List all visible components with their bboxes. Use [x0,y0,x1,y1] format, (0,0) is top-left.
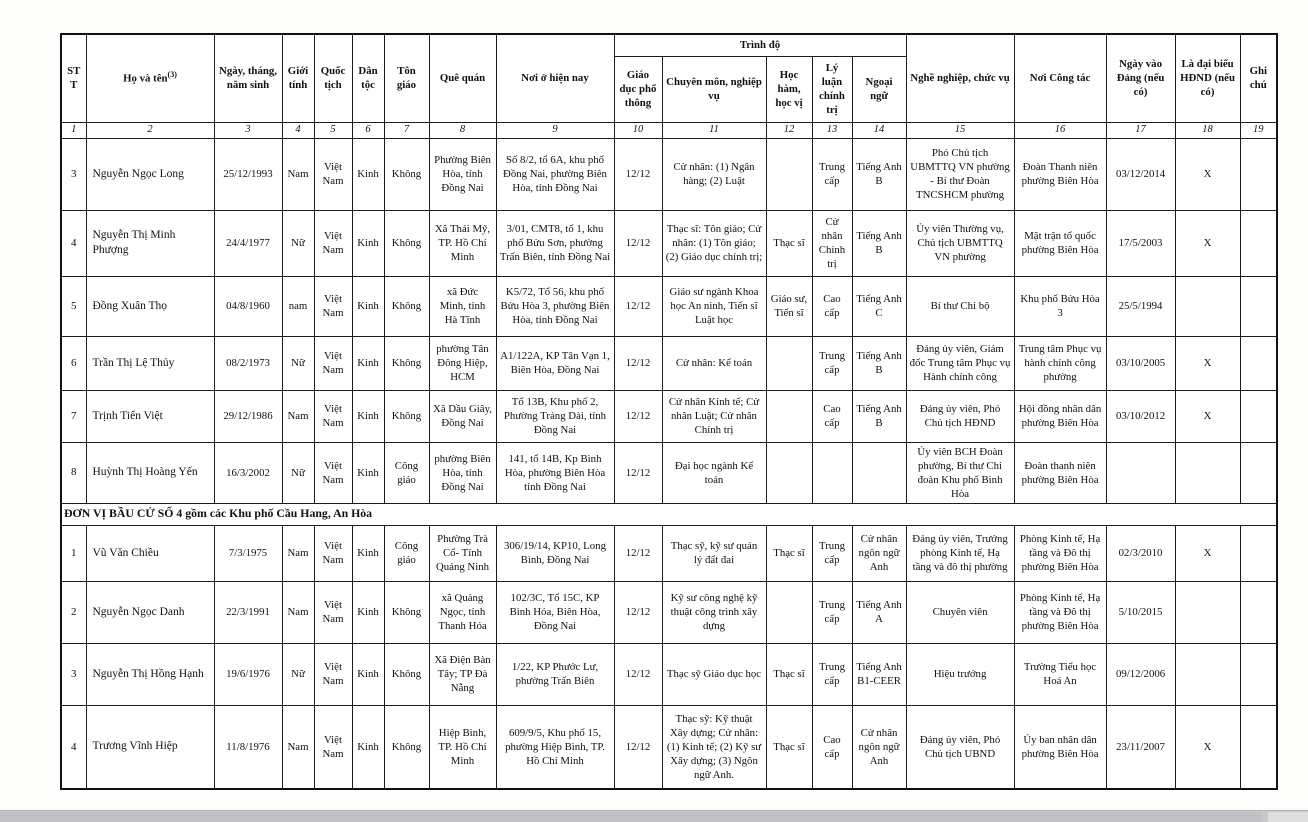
table-cell: Giáo sư ngành Khoa học An ninh, Tiến sĩ Luật học [662,276,766,336]
table-cell: Bí thư Chi bộ [906,276,1014,336]
table-cell: 09/12/2006 [1106,643,1175,705]
table-cell: Nữ [282,643,314,705]
table-cell: Số 8/2, tổ 6A, khu phố Đồng Nai, phường Biên Hòa, tỉnh Đồng Nai [496,138,614,210]
table-cell: Thạc sĩ [766,643,812,705]
table-cell: 3 [61,643,86,705]
table-cell [1175,581,1240,643]
table-row [61,705,1277,789]
table-cell: Việt Nam [314,525,352,581]
table-cell: 12/12 [614,643,662,705]
table-cell: Đảng ủy viên, Phó Chủ tịch HĐND [906,390,1014,442]
table-cell [1240,581,1277,643]
table-cell [766,336,812,390]
table-cell: 22/3/1991 [214,581,282,643]
col-header-stt: STT [61,34,86,122]
col-header-nationality: Quốc tịch [314,34,352,122]
table-cell: Thạc sỹ, kỹ sư quản lý đất đai [662,525,766,581]
table-cell: Kinh [352,442,384,503]
column-number: 13 [812,122,852,138]
column-number: 15 [906,122,1014,138]
table-cell: Đảng ủy viên, Phó Chủ tịch UBND [906,705,1014,789]
table-row [61,336,1277,390]
horizontal-scrollbar[interactable] [0,810,1308,822]
table-cell: Không [384,336,429,390]
table-cell: Cao cấp [812,276,852,336]
column-number: 12 [766,122,812,138]
table-cell: Phó Chủ tịch UBMTTQ VN phường - Bí thư Đoàn TNCSHCM phường [906,138,1014,210]
table-cell: Trung cấp [812,336,852,390]
table-cell: Thạc sỹ Giáo dục học [662,643,766,705]
table-cell [1240,525,1277,581]
column-number: 19 [1240,122,1277,138]
table-cell: Việt Nam [314,643,352,705]
table-cell: Không [384,138,429,210]
candidate-name-cell: Trương Vĩnh Hiệp [86,705,214,789]
table-cell: 12/12 [614,390,662,442]
table-cell: 7/3/1975 [214,525,282,581]
table-cell [852,442,906,503]
col-header-residence: Nơi ở hiện nay [496,34,614,122]
table-cell: 102/3C, Tổ 15C, KP Bình Hóa, Biên Hòa, Đồng Nai [496,581,614,643]
table-cell: Cử nhân Kinh tế; Cử nhân Luật; Cử nhân Chính trị [662,390,766,442]
col-header-notes: Ghi chú [1240,34,1277,122]
table-cell: Việt Nam [314,581,352,643]
table-cell: Cử nhân: (1) Ngân hàng; (2) Luật [662,138,766,210]
table-cell: Kinh [352,210,384,276]
table-cell: Không [384,705,429,789]
table-cell: Công giáo [384,525,429,581]
table-cell: A1/122A, KP Tân Vạn 1, Biên Hòa, Đồng Nai [496,336,614,390]
table-row [61,390,1277,442]
table-row [61,138,1277,210]
table-cell: 29/12/1986 [214,390,282,442]
col-header-ethnicity: Dân tộc [352,34,384,122]
column-numbers-row [61,122,1277,138]
section-header: ĐƠN VỊ BẦU CỬ SỐ 4 gồm các Khu phố Cầu Hang, An Hòa [61,503,1277,525]
table-cell: Cử nhân: Kế toán [662,336,766,390]
table-cell [1240,336,1277,390]
table-cell: Xã Dầu Giây, Đồng Nai [429,390,496,442]
table-cell [1240,390,1277,442]
column-number: 2 [86,122,214,138]
table-cell: Hiệu trưởng [906,643,1014,705]
table-cell: Việt Nam [314,210,352,276]
table-cell: Công giáo [384,442,429,503]
table-cell: Tiếng Anh B [852,138,906,210]
table-cell: 4 [61,705,86,789]
table-cell: Cử nhân Chính trị [812,210,852,276]
table-cell: Mặt trận tổ quốc phường Biên Hòa [1014,210,1106,276]
candidate-name-cell: Nguyễn Ngọc Danh [86,581,214,643]
table-cell: Trung cấp [812,525,852,581]
column-number: 9 [496,122,614,138]
table-cell: 04/8/1960 [214,276,282,336]
table-cell: 08/2/1973 [214,336,282,390]
table-cell: 12/12 [614,138,662,210]
table-cell: Trung cấp [812,643,852,705]
table-cell: Trường Tiểu học Hoá An [1014,643,1106,705]
candidate-name-cell: Vũ Văn Chiều [86,525,214,581]
table-cell: X [1175,525,1240,581]
table-cell: Tiếng Anh C [852,276,906,336]
col-header-professional: Chuyên môn, nghiệp vụ [662,56,766,122]
table-cell: Cao cấp [812,705,852,789]
table-cell: 23/11/2007 [1106,705,1175,789]
table-cell: Tổ 13B, Khu phố 2, Phường Trảng Dài, tỉnh Đồng Nai [496,390,614,442]
table-cell: Thạc sĩ: Tôn giáo; Cử nhân: (1) Tôn giáo; (2) Giáo dục chính trị; [662,210,766,276]
table-cell: 03/10/2012 [1106,390,1175,442]
table-cell: Không [384,581,429,643]
table-row [61,210,1277,276]
table-cell: Thạc sĩ [766,210,812,276]
table-cell: 4 [61,210,86,276]
table-cell: 02/3/2010 [1106,525,1175,581]
table-cell [1175,442,1240,503]
table-cell: Nữ [282,210,314,276]
column-number: 3 [214,122,282,138]
column-number: 7 [384,122,429,138]
table-cell [1240,442,1277,503]
table-cell: Kinh [352,336,384,390]
table-cell: Nam [282,705,314,789]
table-cell: Trung cấp [812,138,852,210]
table-cell [766,390,812,442]
table-row [61,581,1277,643]
table-row [61,525,1277,581]
table-cell: Phòng Kinh tế, Hạ tầng và Đô thị phường Biên Hòa [1014,525,1106,581]
table-cell: Kinh [352,705,384,789]
table-cell: Đoàn Thanh niên phường Biên Hòa [1014,138,1106,210]
table-cell: Kinh [352,390,384,442]
table-cell: Chuyên viên [906,581,1014,643]
table-row [61,643,1277,705]
table-header [61,34,1277,138]
table-cell [766,581,812,643]
col-header-party-date: Ngày vào Đảng (nếu có) [1106,34,1175,122]
table-cell: Kinh [352,581,384,643]
candidate-name-cell: Trần Thị Lệ Thủy [86,336,214,390]
col-header-name: Họ và tên$^{(3)}$ [86,34,214,122]
column-number: 1 [61,122,86,138]
table-cell: Kinh [352,138,384,210]
table-cell: Hội đồng nhân dân phường Biên Hòa [1014,390,1106,442]
table-cell: Kỹ sư công nghệ kỹ thuật công trình xây dựng [662,581,766,643]
table-cell: Ủy ban nhân dân phường Biên Hòa [1014,705,1106,789]
table-cell: Nữ [282,336,314,390]
table-cell: 8 [61,442,86,503]
table-cell: Không [384,210,429,276]
table-row [61,276,1277,336]
table-cell: Giáo sư, Tiến sĩ [766,276,812,336]
table-cell: 16/3/2002 [214,442,282,503]
column-number: 6 [352,122,384,138]
table-cell: Thạc sỹ: Kỹ thuật Xây dựng; Cử nhân: (1) Kinh tế; (2) Kỹ sư Xây dựng; (3) Ngôn ngữ Anh. [662,705,766,789]
table-cell: Cử nhân ngôn ngữ Anh [852,705,906,789]
column-number: 18 [1175,122,1240,138]
table-cell: 25/12/1993 [214,138,282,210]
table-cell: Trung tâm Phục vụ hành chính công phường [1014,336,1106,390]
table-cell: 306/19/14, KP10, Long Bình, Đồng Nai [496,525,614,581]
table-cell [812,442,852,503]
table-cell: Việt Nam [314,390,352,442]
table-cell: Không [384,276,429,336]
table-cell: phường Biên Hòa, tỉnh Đồng Nai [429,442,496,503]
table-cell [766,442,812,503]
table-cell: X [1175,138,1240,210]
table-cell: 5/10/2015 [1106,581,1175,643]
col-group-education: Trình độ [614,34,906,56]
candidate-name-cell: Nguyễn Thị Minh Phượng [86,210,214,276]
table-cell: 609/9/5, Khu phố 15, phường Hiệp Bình, TP. Hồ Chí Minh [496,705,614,789]
col-header-political-theory: Lý luận chính trị [812,56,852,122]
candidate-name-cell: Nguyễn Thị Hồng Hạnh [86,643,214,705]
table-cell: Cao cấp [812,390,852,442]
table-cell: Kinh [352,525,384,581]
table-cell: 3 [61,138,86,210]
col-header-general-education: Giáo dục phổ thông [614,56,662,122]
table-cell [1240,276,1277,336]
table-cell: Cử nhân ngôn ngữ Anh [852,525,906,581]
table-cell: Khu phố Bửu Hòa 3 [1014,276,1106,336]
table-cell: 12/12 [614,525,662,581]
table-cell: Việt Nam [314,442,352,503]
table-cell: Việt Nam [314,336,352,390]
table-cell [1106,442,1175,503]
table-cell: Không [384,390,429,442]
table-cell: Tiếng Anh A [852,581,906,643]
table-cell: Đảng ủy viên, Trưởng phòng Kinh tế, Hạ tầng và đô thị phường [906,525,1014,581]
section-header-row [61,503,1277,525]
table-cell: 12/12 [614,276,662,336]
table-cell: Thạc sĩ [766,525,812,581]
table-cell: Tiếng Anh B [852,390,906,442]
table-cell: 12/12 [614,581,662,643]
column-number: 8 [429,122,496,138]
column-number: 11 [662,122,766,138]
table-cell: Kinh [352,276,384,336]
table-cell: Kinh [352,643,384,705]
table-cell: 1/22, KP Phước Lư, phường Trấn Biên [496,643,614,705]
table-cell: Việt Nam [314,276,352,336]
table-cell: Không [384,643,429,705]
table-cell: 141, tổ 14B, Kp Bình Hòa, phường Biên Hòa tỉnh Đồng Nai [496,442,614,503]
table-cell: Nữ [282,442,314,503]
table-cell: Tiếng Anh B [852,336,906,390]
col-header-hometown: Quê quán [429,34,496,122]
candidate-roster-table [60,33,1278,790]
table-cell [1240,643,1277,705]
candidate-name-cell: Nguyễn Ngọc Long [86,138,214,210]
column-number: 14 [852,122,906,138]
table-cell: X [1175,336,1240,390]
table-row [61,442,1277,503]
scrollbar-thumb[interactable] [0,812,1262,822]
table-cell: Hiệp Bình, TP. Hồ Chí Minh [429,705,496,789]
table-cell: Nam [282,581,314,643]
table-cell [1240,138,1277,210]
table-cell: 12/12 [614,442,662,503]
table-cell: 03/10/2005 [1106,336,1175,390]
table-cell [1240,210,1277,276]
table-cell: Việt Nam [314,138,352,210]
candidate-name-cell: Đồng Xuân Thọ [86,276,214,336]
table-cell: Tiếng Anh B1-CEER [852,643,906,705]
table-cell: Nam [282,525,314,581]
col-header-delegate: Là đại biểu HĐND (nếu có) [1175,34,1240,122]
table-cell: Phường Trà Cổ- Tỉnh Quảng Ninh [429,525,496,581]
table-cell: 7 [61,390,86,442]
table-cell: 24/4/1977 [214,210,282,276]
table-cell: Nam [282,138,314,210]
table-cell: Đảng ủy viên, Giám đốc Trung tâm Phục vụ Hành chính công [906,336,1014,390]
table-cell: 25/5/1994 [1106,276,1175,336]
table-cell: Nam [282,390,314,442]
table-cell: X [1175,390,1240,442]
col-header-religion: Tôn giáo [384,34,429,122]
table-cell [1175,643,1240,705]
col-header-foreign-language: Ngoại ngữ [852,56,906,122]
table-cell: Xã Điện Bàn Tây; TP Đà Nẵng [429,643,496,705]
table-cell: 12/12 [614,210,662,276]
table-cell: X [1175,705,1240,789]
table-cell [1240,705,1277,789]
table-cell: Việt Nam [314,705,352,789]
column-number: 16 [1014,122,1106,138]
table-cell: 3/01, CMT8, tổ 1, khu phố Bửu Sơn, phường Trấn Biên, tỉnh Đồng Nai [496,210,614,276]
table-cell: Đoàn thanh niên phường Biên Hòa [1014,442,1106,503]
column-number: 10 [614,122,662,138]
col-header-birthdate: Ngày, tháng, năm sinh [214,34,282,122]
table-cell: X [1175,210,1240,276]
table-cell: 6 [61,336,86,390]
table-cell: 19/6/1976 [214,643,282,705]
candidate-name-cell: Huỳnh Thị Hoàng Yến [86,442,214,503]
col-header-academic-title: Học hàm, học vị [766,56,812,122]
table-cell: Phường Biên Hòa, tỉnh Đồng Nai [429,138,496,210]
col-header-occupation: Nghề nghiệp, chức vụ [906,34,1014,122]
table-cell: phường Tân Đông Hiệp, HCM [429,336,496,390]
table-cell: 5 [61,276,86,336]
table-cell: xã Quảng Ngọc, tỉnh Thanh Hóa [429,581,496,643]
table-cell: 2 [61,581,86,643]
col-header-workplace: Nơi Công tác [1014,34,1106,122]
scrollbar-corner [1268,812,1308,822]
table-cell: Thạc sĩ [766,705,812,789]
table-body [61,138,1277,789]
table-cell: xã Đức Minh, tỉnh Hà Tĩnh [429,276,496,336]
col-header-gender: Giới tính [282,34,314,122]
table-cell: 12/12 [614,336,662,390]
table-cell: K5/72, Tổ 56, khu phố Bửu Hòa 3, phường Biên Hòa, tỉnh Đồng Nai [496,276,614,336]
table-cell: Ủy viên Thường vụ, Chủ tịch UBMTTQ VN phường [906,210,1014,276]
table-cell: 17/5/2003 [1106,210,1175,276]
table-cell: Ủy viên BCH Đoàn phường, Bí thư Chi đoàn Khu phố Bình Hòa [906,442,1014,503]
table-cell [766,138,812,210]
table-cell: Đại học ngành Kế toán [662,442,766,503]
column-number: 5 [314,122,352,138]
table-cell: Trung cấp [812,581,852,643]
candidate-name-cell: Trịnh Tiến Việt [86,390,214,442]
table-cell: 11/8/1976 [214,705,282,789]
table-cell: 1 [61,525,86,581]
table-cell: nam [282,276,314,336]
table-cell: Tiếng Anh B [852,210,906,276]
table-cell: 03/12/2014 [1106,138,1175,210]
column-number: 17 [1106,122,1175,138]
table-cell: Phòng Kinh tế, Hạ tầng và Đô thị phường Biên Hòa [1014,581,1106,643]
table-cell: Xã Thái Mỹ, TP. Hồ Chí Minh [429,210,496,276]
table-cell: 12/12 [614,705,662,789]
column-number: 4 [282,122,314,138]
table-cell [1175,276,1240,336]
